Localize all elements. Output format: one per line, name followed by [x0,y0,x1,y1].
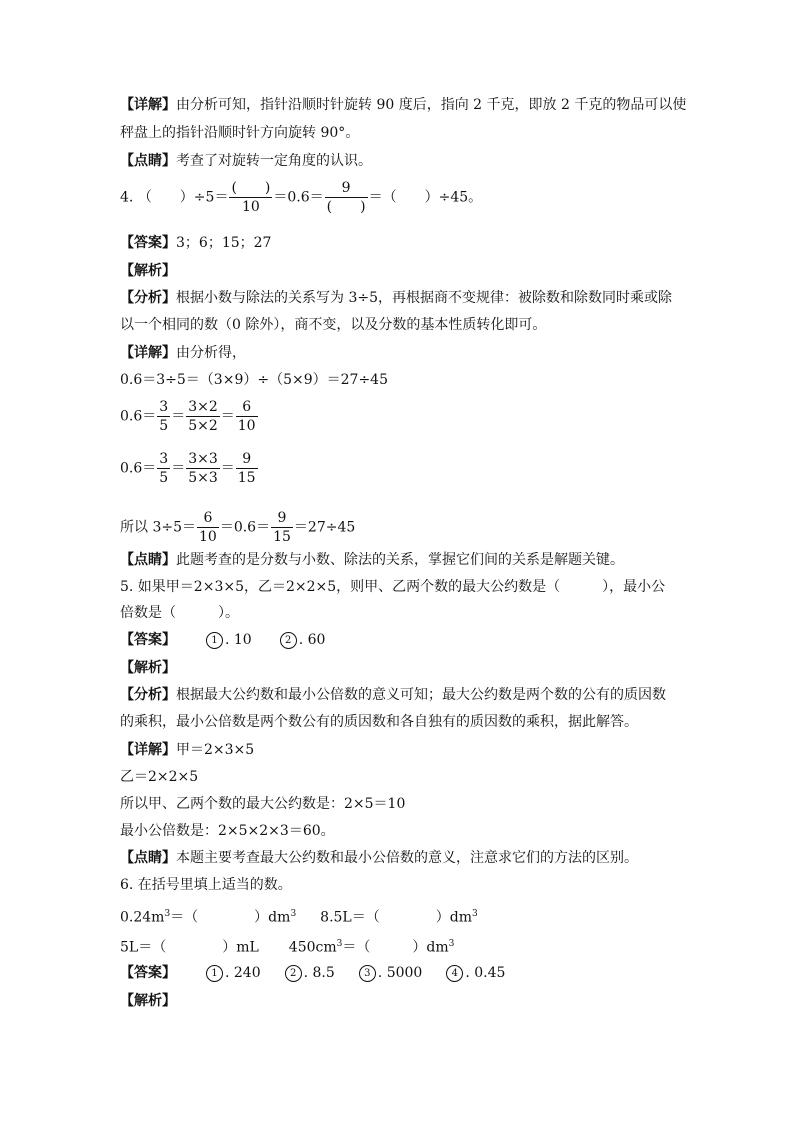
q4-eq2: 0.6＝ $\frac{3}{5}$ ＝ $\frac{3\times 2}{5\times 2}$ ＝ $\frac{6}{10}$ [120,399,256,434]
q4-fenxi [120,288,672,308]
answer-tag: 【答案】 [120,632,176,648]
comment-text: 考查了对旋转一定角度的认识。 [176,153,372,169]
q6-row-1 [120,904,478,928]
answer-text: 3；6；15；27 [176,235,272,251]
numerator: 3×2 [188,399,218,415]
numerator: ( ) [231,180,271,196]
q6-stem: 6. 在括号里填上适当的数。 [120,877,292,893]
answer-2: . 60 [298,632,326,648]
detail-tag: 【详解】 [120,742,176,758]
eq-prefix: 0.6＝ [120,408,157,425]
circled-number-2: 2 [285,965,302,982]
q4-eq4 [120,509,355,546]
answer-tag: 【答案】 [120,235,176,251]
answer-2: . 8.5 [303,965,335,981]
circled-number-1: 1 [206,632,223,649]
q4-stem [120,179,482,216]
q4-detail [120,343,246,363]
denominator: 15 [237,470,256,486]
numerator: 3×3 [188,451,218,467]
unit-text: 8.5L＝（ ）dm [320,909,472,926]
fraction [186,398,220,435]
comment-tag: 【点睛】 [120,850,176,866]
fraction [271,509,293,546]
detail-line-cont: 秤盘上的指针沿顺时针方向旋转 90°。 [120,125,360,141]
detail-text: 由分析可知，指针沿顺时针旋转 90 度后，指向 2 千克，即放 2 千克的物品可以使 [176,97,687,113]
answer-3: . 5000 [377,965,423,981]
fraction [236,398,258,435]
numerator: 3 [159,451,169,467]
q4-eq3: 0.6＝ $\frac{3}{5}$ ＝ $\frac{3\times 3}{5\times 3}$ ＝ $\frac{9}{15}$ [120,451,256,486]
detail-line [120,95,686,115]
superscript: 3 [471,909,478,919]
fenxi-tag: 【分析】 [120,290,176,306]
q4-fraction-2 [325,179,368,216]
fenxi-text: 根据小数与除法的关系写为 3÷5，再根据商不变规律：被除数和除数同时乘或除 [176,290,672,306]
denominator: 10 [242,199,260,215]
denominator: 5×2 [188,418,218,434]
comment-tag: 【点睛】 [120,153,176,169]
q4-seg3: ＝（ ）÷45。 [368,189,483,206]
fraction [186,450,220,487]
circled-number-3: 3 [359,965,376,982]
q5-fenxi [120,685,666,705]
superscript: 3 [448,939,455,949]
comment-text: 此题考查的是分数与小数、除法的关系，掌握它们间的关系是解题关键。 [176,552,624,568]
fenxi-tag: 【分析】 [120,687,176,703]
q4-fraction-1 [229,179,272,216]
unit-text: 5L＝（ ）mL [120,939,259,956]
q6-answer [120,963,505,983]
numerator: 9 [236,450,258,469]
circled-number-2: 2 [280,632,297,649]
eq-prefix: 0.6＝ [120,460,157,477]
superscript: 3 [336,939,343,949]
fraction [236,450,258,487]
numerator: 3 [159,399,169,415]
denominator: 15 [273,529,291,545]
q5-detail [120,740,254,760]
eq-post: ＝27÷45 [293,519,356,536]
q4-fenxi-cont: 以一个相同的数（0 除外），商不变，以及分数的基本性质转化即可。 [120,317,547,333]
denominator: 10 [237,418,256,434]
superscript: 3 [164,909,171,919]
q5-comment [120,848,638,868]
unit-text: 0.24m [120,909,165,926]
numerator: 6 [236,398,258,417]
denominator: 5×3 [188,470,218,486]
circled-number-4: 4 [446,965,463,982]
detail-text: 由分析得， [176,345,246,361]
q5-detail-3: 所以甲、乙两个数的最大公约数是：2×5＝10 [120,796,406,812]
fraction [197,509,219,546]
denominator: 5 [159,470,169,486]
answer-tag: 【答案】 [120,965,176,981]
fraction [157,450,170,487]
numerator: 6 [197,509,219,528]
q4-comment [120,550,624,570]
answer-1: . 240 [225,965,261,981]
comment-line [120,151,372,171]
q5-detail-2: 乙＝2×2×5 [120,769,199,785]
unit-text: ＝（ ）dm [170,909,291,926]
fraction [157,398,170,435]
unit-text: 450cm [288,939,337,956]
superscript: 3 [290,909,297,919]
q6-analysis-tag: 【解析】 [120,993,176,1009]
numerator: 9 [325,179,368,198]
answer-4: . 0.45 [465,965,506,981]
detail-text: 甲＝2×3×5 [176,742,255,758]
q5-detail-4: 最小公倍数是：2×5×2×3＝60。 [120,823,335,839]
q5-stem-cont: 倍数是（ ）。 [120,605,239,621]
q5-answer [120,630,325,650]
fenxi-text: 根据最大公约数和最小公倍数的意义可知；最大公约数是两个数的公有的质因数 [176,687,666,703]
denominator: 5 [159,418,169,434]
q5-analysis-tag: 【解析】 [120,660,176,676]
unit-text: ＝（ ）dm [342,939,449,956]
q4-answer [120,233,271,253]
q4-seg2: ＝0.6＝ [273,189,324,206]
q4-number: 4. [120,189,134,206]
comment-tag: 【点睛】 [120,552,176,568]
q5-fenxi-cont: 的乘积，最小公倍数是两个数公有的质因数和各自独有的质因数的乘积，据此解答。 [120,714,638,730]
q6-row-2 [120,934,454,958]
denominator: ( ) [326,199,366,215]
circled-number-1: 1 [206,965,223,982]
comment-text: 本题主要考查最大公约数和最小公倍数的意义，注意求它们的方法的区别。 [176,850,638,866]
q4-seg1: （ ）÷5＝ [137,189,229,206]
q4-analysis-tag: 【解析】 [120,263,176,279]
q4-eq1: 0.6＝3÷5＝（3×9）÷（5×9）＝27÷45 [120,372,388,388]
answer-1: . 10 [225,632,252,648]
eq-prefix: 所以 3÷5＝ [120,519,196,536]
detail-tag: 【详解】 [120,345,176,361]
eq-mid: ＝0.6＝ [219,519,271,536]
denominator: 10 [199,529,217,545]
q5-stem: 5. 如果甲＝2×3×5，乙＝2×2×5，则甲、乙两个数的最大公约数是（ ），最小公 [120,579,666,595]
numerator: 9 [271,509,293,528]
detail-tag: 【详解】 [120,97,176,113]
